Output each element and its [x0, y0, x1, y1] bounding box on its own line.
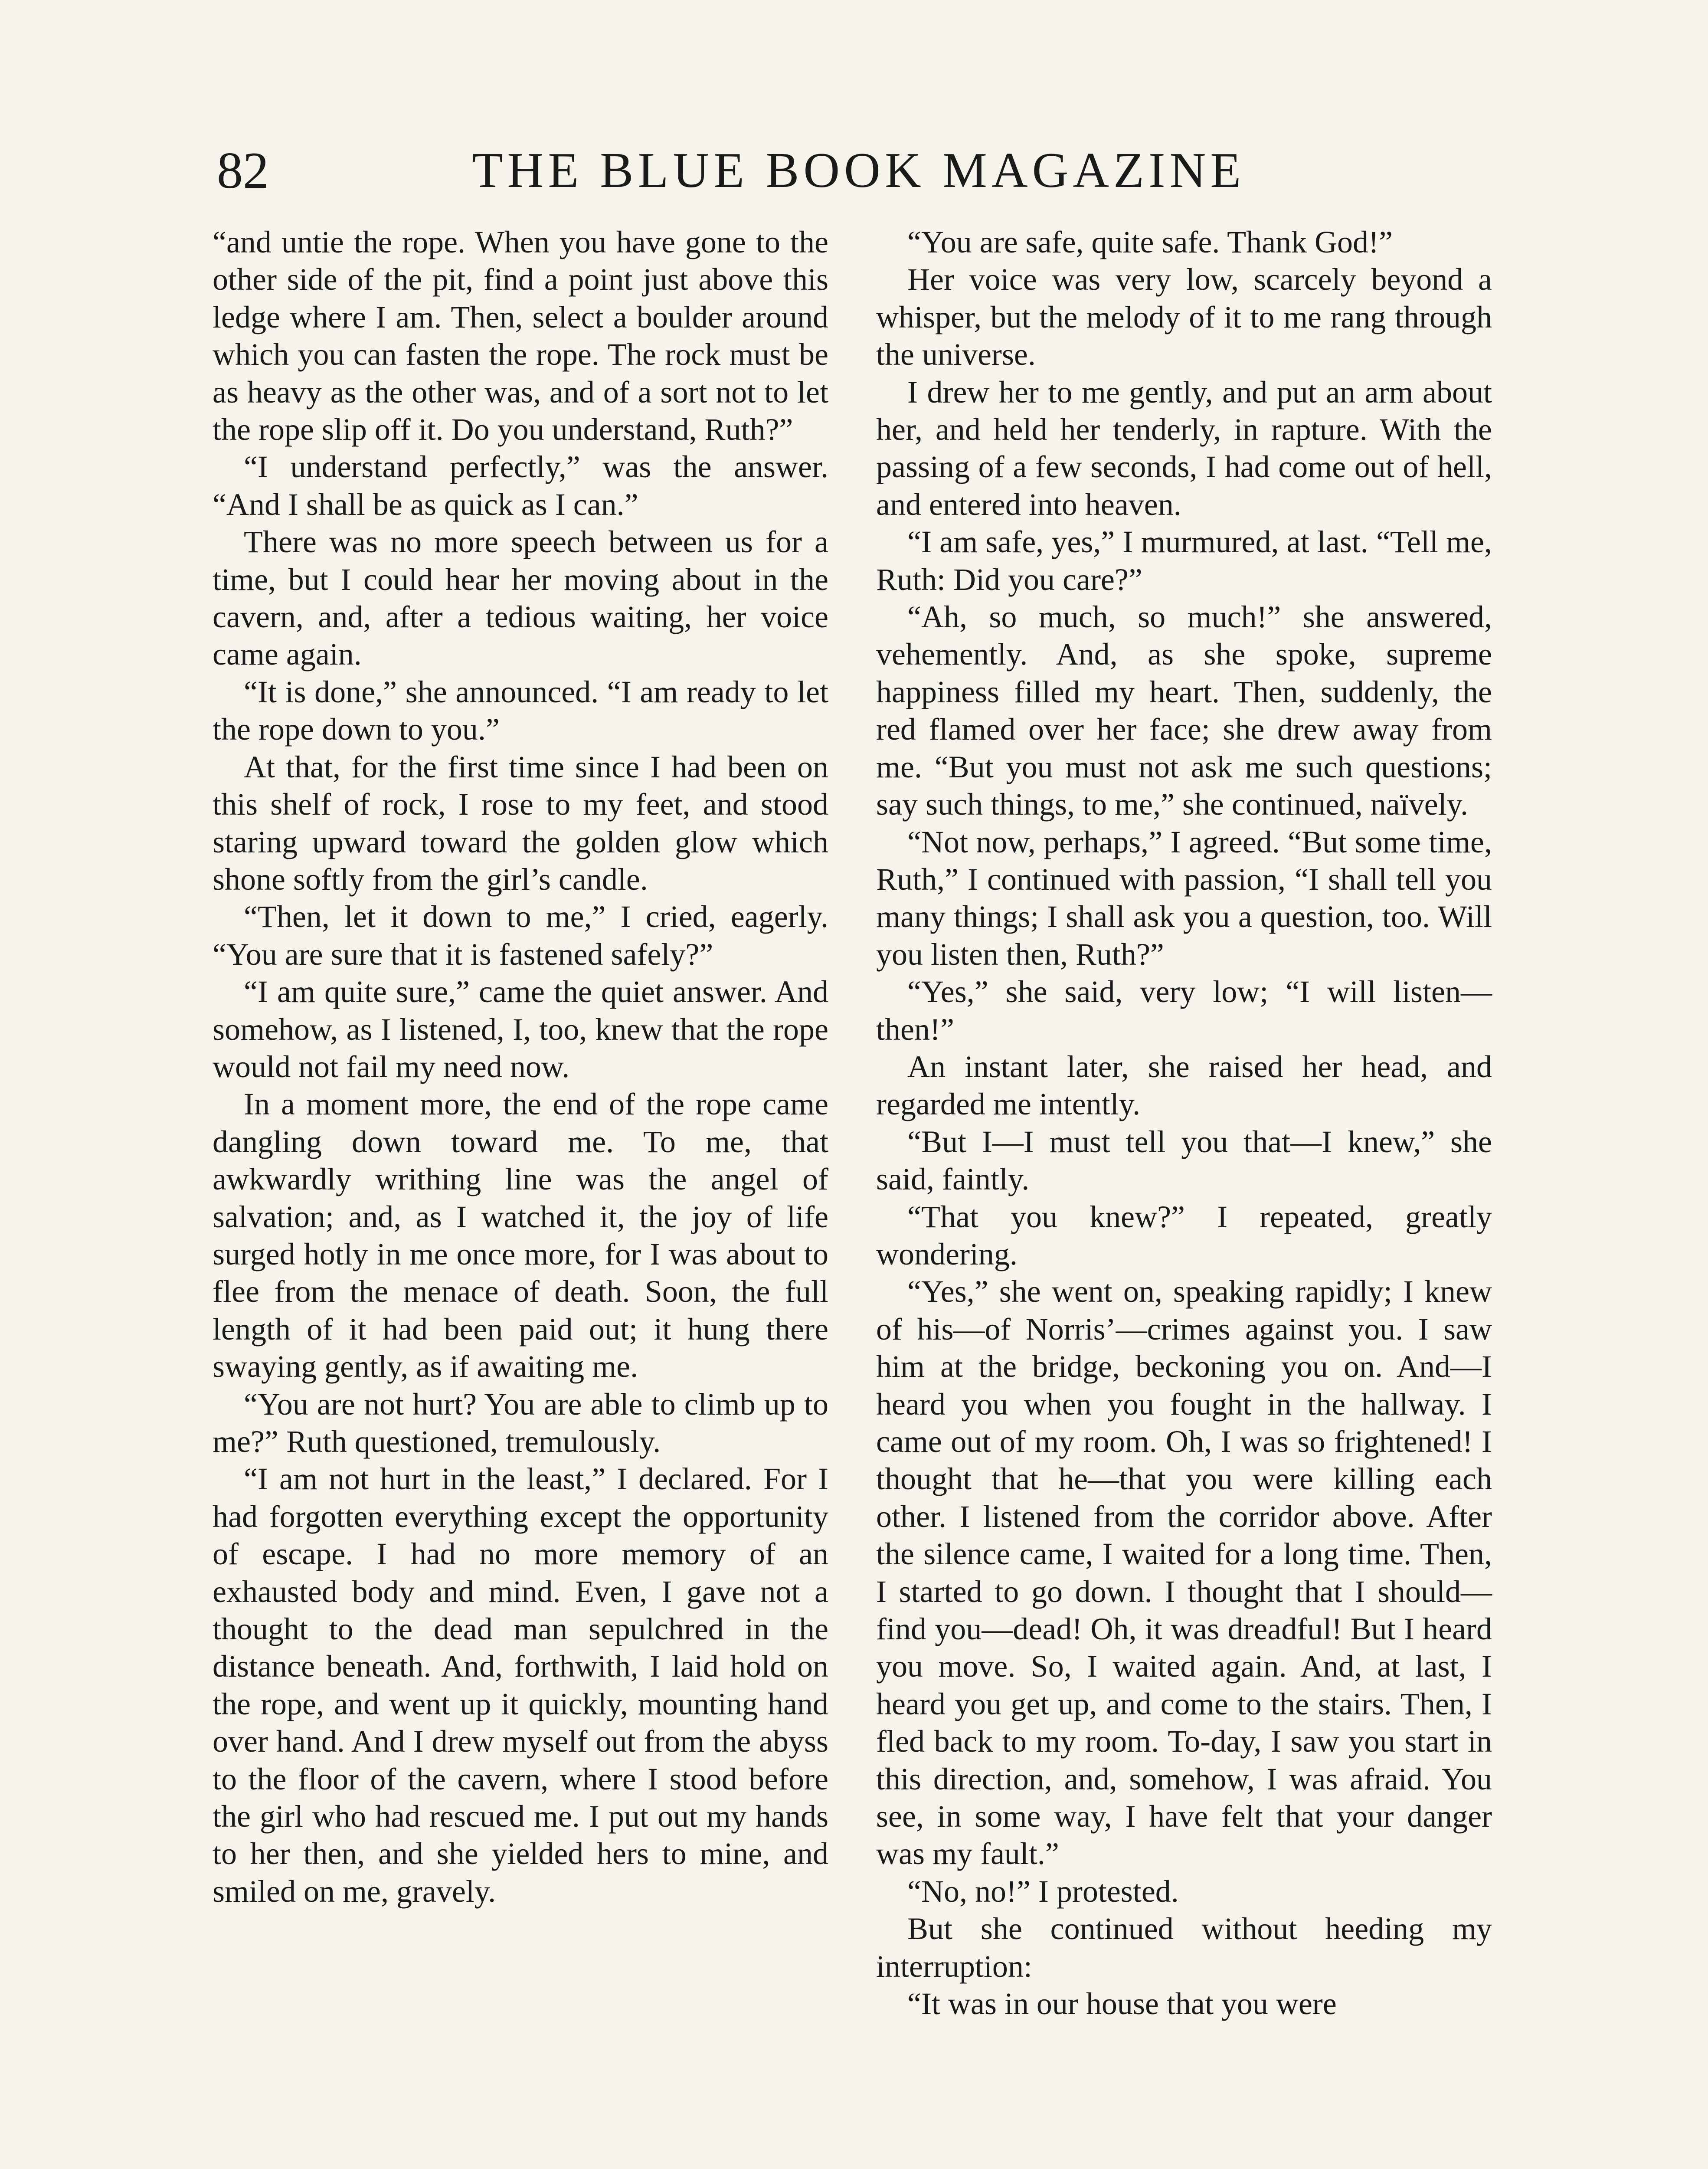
paragraph: “But I—I must tell you that—I knew,” she said, faintly.	[876, 1124, 1492, 1197]
paragraph: I drew her to me gently, and put an arm about her, and held her tenderly, in rapture. With the passing of a few seconds, I had come out of hell, and entered into heaven.	[876, 374, 1492, 522]
paragraph: At that, for the first time since I had been on this shelf of rock, I rose to my feet, and stood staring upward toward the golden glow which shone softly from the girl’s candle.	[213, 749, 828, 897]
paragraph: “Then, let it down to me,” I cried, eagerly. “You are sure that it is fastened safely?”	[213, 899, 828, 972]
paragraph: “Yes,” she went on, speaking rapidly; I knew of his—of Norris’—crimes against you. I saw him at the bridge, beckoning you on. And—I heard you when you fought in the hallway. I came out of my room. Oh, I was so frightened! I thought that he—that you were killing each other. I listened from the corridor above. After the silence came, I waited for a long time. Then, I started to go down. I thought that I should—find you—dead! Oh, it was dreadful! But I heard you move. So, I waited again. And, at last, I heard you get up, and come to the stairs. Then, I fled back to my room. To-day, I saw you start in this direction, and, somehow, I was afraid. You see, in some way, I have felt that your danger was my fault.”	[876, 1274, 1492, 1871]
page-header	[217, 138, 1501, 203]
paragraph: “You are not hurt? You are able to climb up to me?” Ruth questioned, tremulously.	[213, 1386, 828, 1459]
paragraph: “You are safe, quite safe. Thank God!”	[907, 225, 1393, 259]
paragraph: “Ah, so much, so much!” she answered, vehemently. And, as she spoke, supreme happiness filled my heart. Then, suddenly, the red flamed over her face; she drew away from me. “But you must not ask me such questions; say such things, to me,” she continued, naïvely.	[876, 600, 1492, 822]
page-number: 82	[217, 141, 269, 199]
paragraph: “Yes,” she said, very low; “I will listen—then!”	[876, 974, 1492, 1047]
paragraph: “I am not hurt in the least,” I declared. For I had forgotten everything except the opportunity of escape. I had no more memory of an exhausted body and mind. Even, I gave not a thought to the dead man sepulchred in the distance beneath. And, forthwith, I laid hold on the rope, and went up it quickly, mounting hand over hand. And I drew myself out from the abyss to the floor of the cavern, where I stood before the girl who had rescued me. I put out my hands to her then, and she yielded hers to mine, and smiled on me, gravely.	[213, 1461, 828, 1909]
paragraph: “Not now, perhaps,” I agreed. “But some time, Ruth,” I continued with passion, “I shall tell you many things; I shall ask you a question, too. Will you listen then, Ruth?”	[876, 824, 1492, 972]
paragraph: “and untie the rope. When you have gone to the other side of the pit, find a point just above this ledge where I am. Then, select a boulder around which you can fasten the rope. The rock must be as heavy as the other was, and of a sort not to let the rope slip off it. Do you understand, Ruth?”	[213, 225, 828, 447]
paragraph: In a moment more, the end of the rope came dangling down toward me. To me, that awkwardly writhing line was the angel of salvation; and, as I watched it, the joy of life surged hotly in me once more, for I was about to flee from the menace of death. Soon, the full length of it had been paid out; it hung there swaying gently, as if awaiting me.	[213, 1087, 828, 1384]
magazine-title: THE BLUE BOOK MAGAZINE	[472, 143, 1246, 198]
paragraph: “That you knew?” I repeated, greatly wondering.	[876, 1199, 1492, 1271]
paragraph: “No, no!” I protested.	[907, 1874, 1179, 1909]
paragraph: “It is done,” she announced. “I am ready to let the rope down to you.”	[213, 674, 828, 747]
right-text-column	[876, 223, 1492, 2023]
paragraph: “I understand perfectly,” was the answer. “And I shall be as quick as I can.”	[213, 449, 828, 522]
paragraph: There was no more speech between us for a time, but I could hear her moving about in the cavern, and, after a tedious waiting, her voice came again.	[213, 524, 828, 672]
paragraph: Her voice was very low, scarcely beyond a whisper, but the melody of it to me rang through the universe.	[876, 262, 1492, 372]
left-text-column	[213, 223, 828, 1910]
paragraph: An instant later, she raised her head, and regarded me intently.	[876, 1049, 1492, 1122]
paragraph: “I am safe, yes,” I murmured, at last. “Tell me, Ruth: Did you care?”	[876, 524, 1492, 597]
paragraph: “I am quite sure,” came the quiet answer. And somehow, as I listened, I, too, knew that the rope would not fail my need now.	[213, 974, 828, 1084]
paragraph: “It was in our house that you were	[907, 1986, 1337, 2022]
paragraph: But she continued without heeding my interruption:	[876, 1911, 1492, 1984]
